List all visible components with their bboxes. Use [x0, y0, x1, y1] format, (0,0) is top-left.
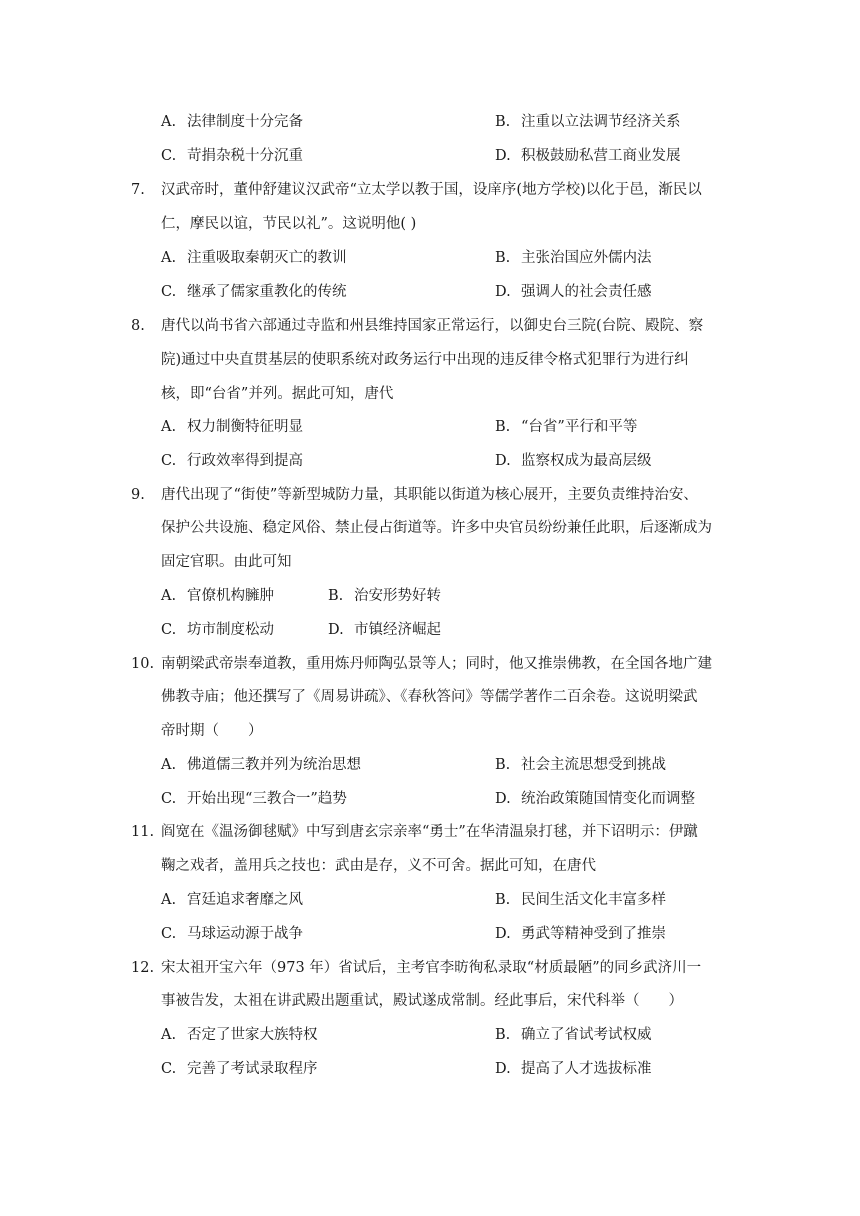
option-text: 权力制衡特征明显: [187, 419, 303, 435]
option-text: 宫廷追求奢靡之风: [187, 892, 303, 908]
q8-option-a: [161, 417, 303, 437]
option-label: A.: [161, 419, 177, 435]
q8-option-c: [161, 451, 303, 471]
option-text: 官僚机构臃肿: [187, 588, 274, 604]
q10-option-a: [161, 755, 361, 775]
question-stem-line: 事被告发，太祖在讲武殿出题重试，殿试遂成常制。经此事后，宋代科举（ ）: [161, 993, 683, 1009]
q8-option-b: [495, 417, 637, 437]
question-number: 7.: [131, 182, 145, 198]
option-label: B.: [495, 250, 511, 266]
q12-option-a: [161, 1025, 318, 1045]
option-label: A.: [161, 757, 177, 773]
question-stem-line: 唐代以尚书省六部通过寺监和州县维持国家正常运行，以御史台三院(台院、殿院、察: [161, 318, 704, 334]
option-text: 积极鼓励私营工商业发展: [521, 148, 681, 164]
q10-option-b: [495, 755, 666, 775]
option-label: C.: [161, 148, 177, 164]
option-label: C.: [161, 926, 177, 942]
option-label: D.: [495, 284, 511, 300]
option-text: 佛道儒三教并列为统治思想: [187, 757, 361, 773]
option-text: 法律制度十分完备: [187, 114, 303, 130]
q10-option-c: [161, 789, 347, 809]
q9-option-a: [161, 586, 274, 606]
q9-option-b: [328, 586, 441, 606]
question-stem-line: 帝时期（ ）: [161, 723, 263, 739]
q12-option-b: [495, 1025, 652, 1045]
q7-option-b: [495, 248, 652, 268]
option-text: 社会主流思想受到挑战: [521, 757, 666, 773]
option-text: 否定了世家大族特权: [187, 1027, 318, 1043]
question-stem-line: 宋太祖开宝六年（973 年）省试后，主考官李昉徇私录取“材质最陋”的同乡武济川一: [161, 960, 702, 976]
option-text: 确立了省试考试权威: [521, 1027, 652, 1043]
option-label: A.: [161, 250, 177, 266]
q9-option-d: [328, 620, 441, 640]
q11-option-a: [161, 890, 303, 910]
q10-option-d: [495, 789, 695, 809]
option-label: C.: [161, 622, 177, 638]
question-stem-line: 阎宽在《温汤御毬赋》中写到唐玄宗亲率“勇士”在华清温泉打毬，并下诏明示：伊蹴: [161, 824, 698, 840]
option-text: 注重吸取秦朝灭亡的教训: [187, 250, 347, 266]
question-number: 9.: [131, 487, 145, 503]
q7-option-d: [495, 282, 652, 302]
q6-option-b: [495, 112, 681, 132]
option-label: D.: [495, 791, 511, 807]
option-label: D.: [328, 622, 344, 638]
option-label: D.: [495, 453, 511, 469]
q11-option-b: [495, 890, 666, 910]
option-text: 注重以立法调节经济关系: [521, 114, 681, 130]
q11-option-c: [161, 924, 303, 944]
option-text: 苛捐杂税十分沉重: [187, 148, 303, 164]
question-stem-line: 唐代出现了“街使”等新型城防力量，其职能以街道为核心展开，主要负责维持治安、: [161, 487, 698, 503]
option-label: B.: [495, 419, 511, 435]
question-stem-line: 鞠之戏者，盖用兵之技也：武由是存，义不可舍。据此可知，在唐代: [161, 858, 596, 874]
option-text: 统治政策随国情变化而调整: [521, 791, 695, 807]
option-label: B.: [495, 892, 511, 908]
option-label: C.: [161, 453, 177, 469]
option-text: 提高了人才选拔标准: [521, 1061, 652, 1077]
option-text: 坊市制度松动: [187, 622, 274, 638]
option-text: 市镇经济崛起: [354, 622, 441, 638]
option-label: A.: [161, 114, 177, 130]
option-label: A.: [161, 892, 177, 908]
option-text: 勇武等精神受到了推崇: [521, 926, 666, 942]
question-stem-line: 核，即“台省”并列。据此可知，唐代: [161, 386, 394, 402]
question-stem-line: 佛教寺庙；他还撰写了《周易讲疏》、《春秋答问》等儒学著作二百余卷。这说明梁武: [161, 689, 698, 705]
q6-option-d: [495, 146, 681, 166]
question-stem-line: 固定官职。由此可知: [161, 554, 292, 570]
option-text: 强调人的社会责任感: [521, 284, 652, 300]
question-stem-line: 仁，摩民以谊，节民以礼”。这说明他( ): [161, 216, 417, 232]
option-label: A.: [161, 588, 177, 604]
option-text: 主张治国应外儒内法: [521, 250, 652, 266]
question-stem-line: 保护公共设施、稳定风俗、禁止侵占街道等。许多中央官员纷纷兼任此职，后逐渐成为: [161, 520, 712, 536]
option-label: B.: [495, 1027, 511, 1043]
option-label: B.: [495, 114, 511, 130]
option-label: D.: [495, 926, 511, 942]
option-label: A.: [161, 1027, 177, 1043]
option-label: C.: [161, 1061, 177, 1077]
q12-option-d: [495, 1059, 652, 1079]
option-text: 马球运动源于战争: [187, 926, 303, 942]
q6-option-c: [161, 146, 303, 166]
question-number: 8.: [131, 318, 145, 334]
option-text: 民间生活文化丰富多样: [521, 892, 666, 908]
q8-option-d: [495, 451, 652, 471]
question-stem-line: 院)通过中央直贯基层的使职系统对政务运行中出现的违反律令格式犯罪行为进行纠: [161, 352, 689, 368]
option-text: 继承了儒家重教化的传统: [187, 284, 347, 300]
option-label: D.: [495, 1061, 511, 1077]
option-label: D.: [495, 148, 511, 164]
q12-option-c: [161, 1059, 318, 1079]
option-text: 完善了考试录取程序: [187, 1061, 318, 1077]
option-text: 行政效率得到提高: [187, 453, 303, 469]
option-label: C.: [161, 791, 177, 807]
q9-option-c: [161, 620, 274, 640]
q11-option-d: [495, 924, 666, 944]
q7-option-c: [161, 282, 347, 302]
q6-option-a: [161, 112, 303, 132]
option-text: 开始出现“三教合一”趋势: [187, 791, 347, 807]
option-text: 治安形势好转: [354, 588, 441, 604]
question-number: 11.: [131, 824, 155, 840]
question-stem-line: 汉武帝时，董仲舒建议汉武帝“立太学以教于国，设庠序(地方学校)以化于邑，渐民以: [161, 182, 702, 198]
option-label: B.: [328, 588, 344, 604]
option-label: B.: [495, 757, 511, 773]
option-text: 监察权成为最高层级: [521, 453, 652, 469]
option-label: C.: [161, 284, 177, 300]
question-number: 12.: [131, 960, 155, 976]
option-text: “台省”平行和平等: [521, 419, 638, 435]
q7-option-a: [161, 248, 347, 268]
question-stem-line: 南朝梁武帝崇奉道教，重用炼丹师陶弘景等人；同时，他又推崇佛教，在全国各地广建: [161, 656, 712, 672]
question-number: 10.: [131, 656, 155, 672]
